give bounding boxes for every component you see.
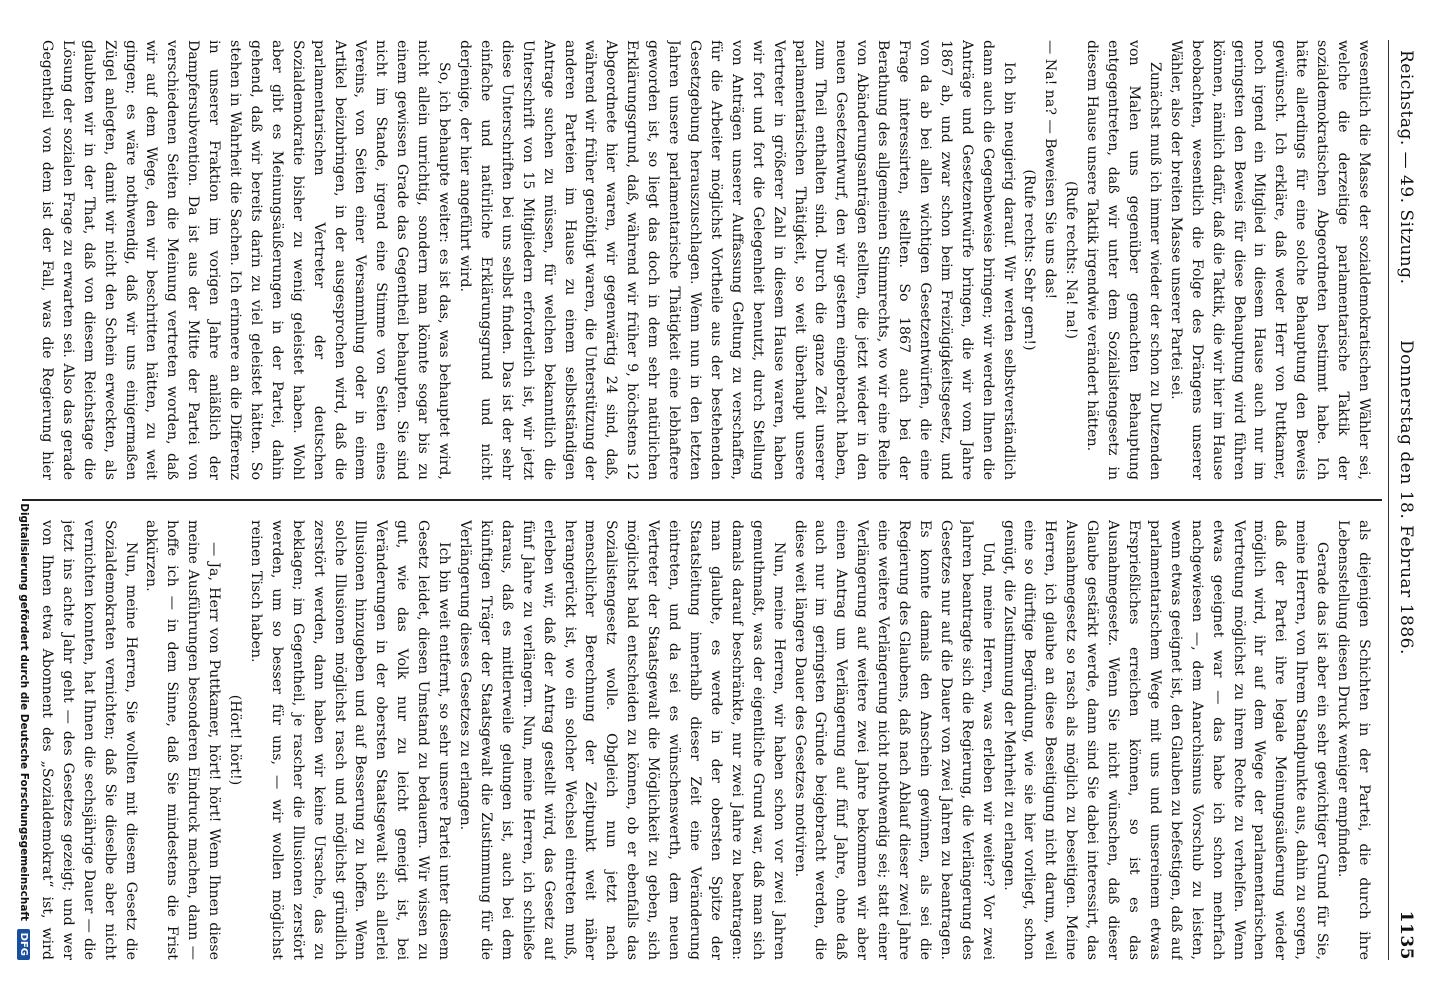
paragraph: — Na! na? — Beweisen Sie uns das! — [1042, 40, 1059, 300]
running-head-left: Reichstag. — 49. Sitzung. — [1396, 50, 1416, 285]
page-footer — [8, 40, 30, 960]
running-head-date: Donnerstag den 18. Februar 1886. — [1396, 340, 1416, 655]
paragraph: als diejenigen Schichten in der Partei, die durch ihre Lebensstellung diesen Druck weniger empfinden. — [1335, 520, 1372, 960]
page-number: 1135 — [1396, 910, 1416, 960]
page-header — [1392, 40, 1422, 960]
paragraph: — Ja, Herr von Puttkamer, hört! hört! Wenn Ihnen diese meine Ausführungen besonderen Eindruck machen, dann — hoffe ich — in dem Sinne, daß Sie mindestens die Frist abkürzen. — [143, 520, 223, 960]
paragraph: wesentlich die Masse der sozialdemokratischen Wähler sei, welche die derzeitige parlamentarische Taktik der sozialdemokratischen Abgeordneten bestimmt habe. Ich hätte allerdings für eine solche Behauptung den Beweis gewünscht. Ich erkläre, daß weder Herr von Puttkamer, noch irgend ein Mitglied in diesem Hause auch nur im geringsten den Beweis für diese Behauptung wird führen können, nämlich dafür, daß die Taktik, die wir hier im Hause beobachten, wesentlich die Folge des Drängens unserer Wähler, also der breiten Masse unserer Partei sei. — [1167, 40, 1372, 480]
paragraph: Gerade das ist aber ein sehr gewichtiger Grund für Sie, meine Herren, von Ihrem Standpunkte aus, dahin zu sorgen, daß der Partei ihre legale Meinungsäußerung wieder möglich wird, ihr auf dem Wege der parlamentarischen Vertretung möglichst zu ihrem Rechte zu verhelfen. Wenn etwas geeignet war — das habe ich schon mehrfach nachgewiesen —, dem Anarchismus Vorschub zu leisten, wenn etwas geeignet ist, den Glauben zu befestigen, daß auf parlamentarischem Wege mit uns und unsereinem etwas Ersprießliches erreichen können, so ist es das Ausnahmegesetz. Wenn Sie nicht wünschen, daß dieser Glaube gestärkt werde, dann sind Sie dabei interessirt, das Ausnahmegesetz so rasch als möglich zu beseitigen. Meine Herren, ich glaube an diese Beseitigung nicht darum, weil eine so dürftige Begründung, wie sie hier vorliegt, schon genügt, die Zustimmung der Mehrheit zu erlangen. — [1000, 520, 1331, 960]
paragraph: Und, meine Herren, was erleben wir weiter? Vor zwei Jahren beantragte sich die Regierung, die Verlängerung des Gesetzes nur auf die Dauer von zwei Jahren zu beantragen. Es konnte damals den Anschein gewinnen, als sei die Regierung des Glaubens, daß nach Ablauf dieser zwei Jahre eine weitere Verlängerung nicht nothwendig sei; statt einer Verlängerung auf weitere zwei Jahre bekommen wir aber einen Antrag um Verlängerung auf fünf Jahre, ohne daß auch nur im geringsten Gründe beigebracht werden, die diese weit längere Dauer des Gesetzes motiviren. — [791, 520, 996, 960]
paragraph: So, ich behaupte weiter: es ist das, was behauptet wird, nicht allein unrichtig, sondern man könnte sogar bis zu einem gewissen Grade das Gegentheil behaupten. Sie sind nicht im Stande, irgend eine Stimme von Seiten eines Vereins, von Seiten einer Versammlung oder in einem Artikel beizubringen, in der ausgesprochen wird, daß die parlamentarischen Vertreter der deutschen Sozialdemokratie bisher zu wenig geleistet haben. Wohl aber gibt es Meinungsäußerungen in der Partei, dahin gehend, daß wir bereits darin zu viel geleistet hätten. So stehen in Wahrheit die Sachen. Ich erinnere an die Differenz in unserer Fraktion im vorigen Jahre anläßlich der Dampfersubvention. Da ist aus der Mitte der Partei von verschiedenen Seiten die Meinung vertreten worden, daß wir auf dem Wege, den wir beschritten hätten, zu weit gingen; es wäre nothwendig, daß wir uns einigermaßen Zügel anlegten, damit wir nicht den Schein erweckten, als glaubten wir in der That, daß von diesem Reichstage die Lösung der sozialen Frage zu erwarten sei. Also das gerade Gegentheil von dem ist der Fall, was die Regierung hier — [38, 40, 453, 480]
paragraph: Ich bin neugierig darauf. Wir werden selbstverständlich dann auch die Gegenbeweise bringen; wir werden Ihnen die Anträge und Gesetzentwürfe bringen, die wir vom Jahre 1867 ab, und zwar schon beim Freizügigkeitsgesetz, und von da ab bei allen wichtigen Gesetzentwürfen, die eine Frage interessirten, stellten. So 1867 auch bei der Berathung des allgemeinen Stimmrechts, wo wir eine Reihe von Abänderungsanträgen stellten, die jetzt wieder in den neuen Gesetzentwurf, den wir gestern eingebracht haben, zum Theil enthalten sind. Durch die ganze Zeit unserer parlamentarischen Thätigkeit, so weit überhaupt unsere Vertreter in größerer Zahl in diesem Hause waren, haben wir fort und fort die Gelegenheit benutzt, durch Stellung von Anträgen unserer Auffassung Geltung zu verschaffen, für die Arbeiter möglichst Vortheile aus der bestehenden Gesetzgebung herauszuschlagen. Wenn nun in den letzten Jahren unsere parlamentarische Thätigkeit eine lebhaftere geworden ist, so liegt das doch in dem sehr natürlichen Erklärungsgrund, daß, während wir früher 9, höchstens 12 Abgeordnete hier waren, wir gegenwärtig 24 sind, daß, während wir früher genöthigt waren, die Unterstützung der anderen Parteien im Hause zu einem selbstständigen Antrage suchen zu müssen, für welchen bekanntlich die Unterschrift von 15 Mitgliedern erforderlich ist, wir jetzt diese Unterschriften bei uns selbst finden. Das ist der sehr einfache und natürliche Erklärungsgrund und nicht derjenige, der hier angeführt wird. — [457, 40, 1017, 480]
paragraph: Zunächst muß ich immer wieder der schon zu Dutzenden von Malen uns gegenüber gemachten Behauptung entgegentreten, daß wir unter dem Sozialistengesetz in diesem Hause unsere Taktik irgendwie verändert hätten. — [1084, 40, 1163, 480]
paragraph: Nun, meine Herren, Sie wollten mit diesem Gesetz die Sozialdemokraten vernichten; daß Sie dieselbe aber nicht vernichten konnten, hat Ihnen die sechsjährige Dauer — die jetzt ins achte Jahr geht — des Gesetzes gezeigt; und wer von Ihnen etwa Abonnent des „Sozialdemokrat“ ist, wird — [38, 520, 139, 960]
interjection: (Rufe rechts: Sehr gern!) — [1021, 169, 1038, 351]
dfg-logo: DFG — [17, 929, 30, 960]
funding-note: Digitalisierung gefördert durch die Deutsche Forschungsgemeinschaft — [18, 503, 30, 921]
right-column — [34, 520, 1374, 960]
paragraph: Ich bin weit entfernt, so sehr unsere Partei unter diesem Gesetz leidet, diesen Umstand zu bedauern. Wir wissen zu gut, wie das Volk nur zu leicht geneigt ist, bei Veränderungen in der obersten Staatsgewalt sich allerlei Illusionen hinzugeben und auf Besserung zu hoffen. Wenn solche Illusionen möglichst rasch und möglichst gründlich zerstört werden, dann haben wir keine Ursache, das zu beklagen; im Gegentheil, je rascher die Illusionen zerstört werden, um so besser für uns, — wir wollen möglichst reinen Tisch haben. — [247, 520, 453, 960]
interjection: (Hört! hört!) — [227, 694, 244, 786]
paragraph: Nun, meine Herren, wir haben schon vor zwei Jahren gemuthmaßt, was der eigentliche Grund war, daß man sich damals darauf beschränkte, nur zwei Jahre zu beantragen: man glaubte, es werde in der obersten Spitze der Staatsleitung innerhalb dieser Zeit eine Veränderung eintreten, und da sei es wünschenswerth, dem neuen Vertreter der Staatsgewalt die Möglichkeit zu geben, sich möglichst bald entscheiden zu können, ob er ebenfalls das Sozialistengesetz wolle. Obgleich nun jetzt nach menschlicher Berechnung der Zeitpunkt weit näher herangerückt ist, wo ein solcher Wechsel eintreten muß, erleben wir, daß der Antrag gestellt wird, das Gesetz auf fünf Jahre zu verlängern. Nun, meine Herren, ich schließe daraus, daß es mittlerweile gelungen ist, auch bei dem künftigen Träger der Staatsgewalt die Zustimmung für die Verlängerung dieses Gesetzes zu erlangen. — [457, 520, 787, 960]
left-column — [34, 40, 1374, 480]
column-divider — [22, 499, 1382, 501]
interjection: (Rufe rechts: Na! na!) — [1063, 181, 1080, 339]
header-rule — [1388, 40, 1389, 960]
